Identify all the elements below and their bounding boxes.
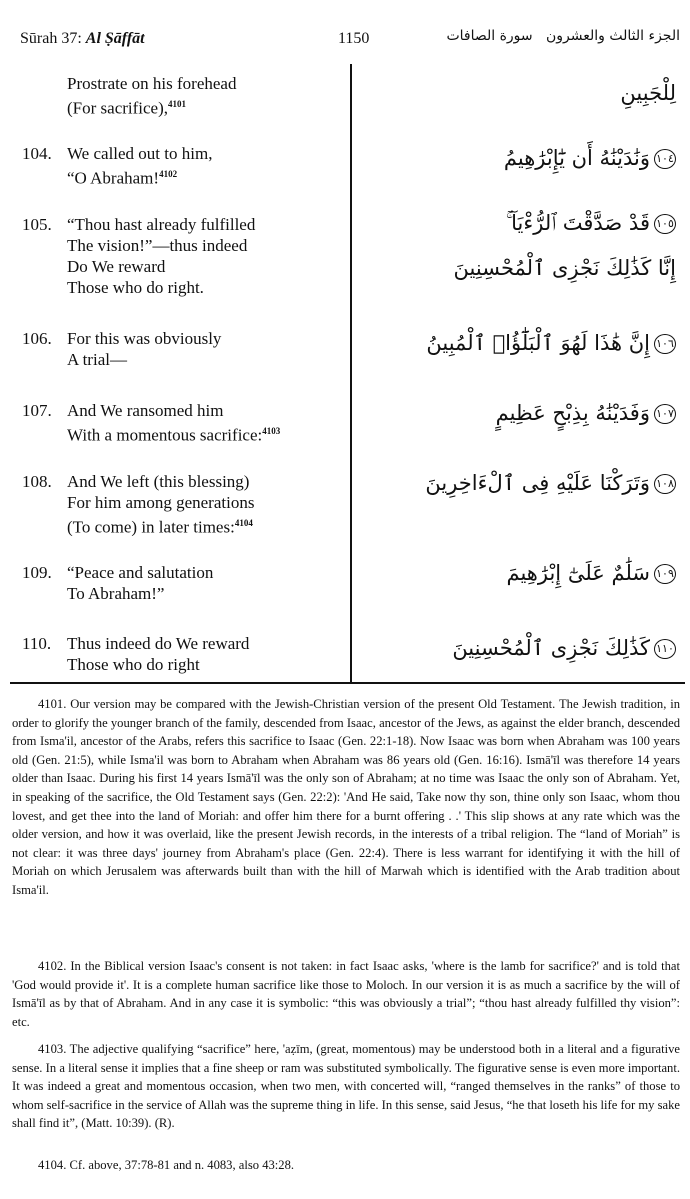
verse-line: We called out to him,: [67, 144, 213, 163]
page-number: 1150: [338, 30, 370, 47]
verse-line: Prostrate on his forehead: [67, 74, 237, 93]
arabic-text: إِنَّ هَٰذَا لَهُوَ ٱلْبَلَٰٓؤُا۟ ٱلْمُبِينُ: [426, 331, 650, 355]
arabic-verse: [452, 630, 676, 666]
verse-line: And We left (this blessing): [67, 472, 250, 491]
verse-number-circle: ١٠٨: [654, 474, 676, 494]
verse-number-circle: ١٠٤: [654, 149, 676, 169]
footnote-4101: [12, 695, 680, 900]
arabic-text: وَفَدَيْنَٰهُ بِذِبْحٍ عَظِيمٍ: [495, 401, 650, 425]
arabic-text: قَدْ صَدَّقْتَ ٱلرُّءْيَآ ۚ: [505, 211, 650, 235]
footnote-text: 4101. Our version may be compared with the Jewish-Christian version of the present Old Testament. The Jewish tradition, in order to glorify the younger branch of the family, descended from Isaac, ancestor of the Jews, as against the elder branch, descended from Isma'il, ancestor of the Arabs, refers this sacrifice to Isaac (Gen. 22:1-18). Now Isaac was born when Abraham was 100 years old (Gen. 21:5), while Isma'il was born to Abraham when Abraham was 86 years old (Gen. 16:16). Ismā'īl was therefore 14 years older than Isaac. During his first 14 years Ismā'īl was the only son of Abraham; at no time was Isaac the only son of Abraham. Yet, in speaking of the sacrifice, the Old Testament says (Gen. 22:2): 'And He said, Take now thy son, thine only son Isaac, whom thou lovest, and get thee into the land of Moriah: and offer him there for a burnt offering . .' This slip shows at any rate which was the older version, and how it was overlaid, like the present Jewish records, in the interests of a tribal religion. The “land of Moriah” is not clear: it was three days' journey from Abraham's place (Gen. 22:4). There is less warrant for identifying it with the hill of Moriah on which Jerusalem was afterwards built than with the hill of Marwah which is identified with the Arab tradition about Isma'il.: [12, 697, 680, 897]
verse-number-circle: ١٠٧: [654, 404, 676, 424]
verse-line: Those who do right: [67, 655, 200, 674]
footnote-4102: [12, 957, 680, 1031]
verse-number-circle: ١٠٩: [654, 564, 676, 584]
surah-title: [20, 30, 145, 48]
footnote-ref[interactable]: 4101: [168, 99, 187, 109]
verse-line: Do We reward: [67, 257, 166, 276]
footnote-text: 4103. The adjective qualifying “sacrifice” here, 'aẓīm, (great, momentous) may be understood both in a literal and a figurative sense. In a literal sense it implies that a fine sheep or ram was substituted symbolically. The figurative sense is even more important. It was indeed a great and momentous occasion, when two men, with concerted will, “ranged themselves in the ranks” of those to whom self-sacrifice in the service of Allah was the supreme thing in life. In this sense, said Jesus, “he that loseth his life for my sake shall find it”, (Matt. 10:39). (R).: [12, 1042, 680, 1131]
footnote-ref[interactable]: 4102: [159, 169, 178, 179]
arabic-verse: [504, 140, 676, 176]
verse-line: “O Abraham!$^{4102}$: [67, 168, 178, 188]
footnote-divider: [10, 682, 685, 684]
footnote-ref[interactable]: 4103: [262, 426, 281, 436]
verse-line: For this was obviously: [67, 329, 222, 348]
verse-line: “Peace and salutation: [67, 563, 214, 582]
arabic-verse: [620, 75, 676, 111]
footnote-text: 4102. In the Biblical version Isaac's consent is not taken: in fact Isaac asks, 'where is the lamb for sacrifice?' and is told that 'God would provide it'. It is a complete human sacrifice like those to Moloch. In our version it is as much a sacrifice by the will of Ismā'īl as by that of Abraham. And in any case it is symbolic: “this was obviously a trial”; “thou hast already fulfilled thy vision”: etc.: [12, 959, 680, 1029]
verse-line: For him among generations: [67, 493, 255, 512]
footnote-ref[interactable]: 4104: [234, 518, 253, 528]
verse-110.: [22, 633, 249, 675]
verse-104.: [22, 143, 212, 189]
verse-number: 106.: [22, 329, 52, 348]
verse-line: Those who do right.: [67, 278, 204, 297]
arabic-text: وَتَرَكْنَا عَلَيْهِ فِى ٱلْءَاخِرِينَ: [425, 471, 650, 495]
verse-number: 110.: [22, 634, 52, 653]
verse-line: The vision!”—thus indeed: [67, 236, 248, 255]
verse-number: 105.: [22, 215, 52, 234]
verse-line: With a momentous sacrifice:$^{4103}$: [67, 425, 281, 445]
column-divider: [350, 64, 352, 682]
verse-line: (To come) in later times:$^{4104}$: [67, 517, 253, 537]
arabic-juz: الجزء الثالث والعشرون: [546, 28, 680, 44]
arabic-verse-continued: [454, 250, 676, 286]
verse-number-circle: ١٠٥: [654, 214, 676, 234]
verse-line: (For sacrifice),$^{4101}$: [67, 98, 187, 118]
verse-line: “Thou hast already fulfilled: [67, 215, 256, 234]
arabic-verse: [425, 465, 676, 501]
surah-label: Sūrah 37:: [20, 30, 86, 47]
arabic-verse: [426, 325, 676, 361]
arabic-verse: [496, 395, 676, 431]
verse-103: [22, 73, 236, 119]
arabic-header: [446, 28, 680, 44]
verse-line: Thus indeed do We reward: [67, 634, 250, 653]
arabic-surah: سورة الصافات: [446, 28, 533, 44]
verse-106.: [22, 328, 221, 370]
verse-108.: [22, 471, 254, 538]
arabic-verse: [506, 205, 676, 241]
verse-number: 109.: [22, 563, 52, 582]
verse-number-circle: ١١٠: [654, 639, 676, 659]
verse-109.: [22, 562, 213, 604]
surah-name: Al Ṣāffāt: [85, 30, 145, 47]
arabic-verse: [506, 555, 676, 591]
arabic-text: إِنَّا كَذَٰلِكَ نَجْزِى ٱلْمُحْسِنِينَ: [453, 256, 676, 280]
verse-line: To Abraham!”: [67, 584, 165, 603]
verse-number: 107.: [22, 401, 52, 420]
verse-105.: [22, 214, 255, 298]
footnote-4103: [12, 1040, 680, 1133]
footnote-4104: [12, 1156, 680, 1175]
arabic-text: سَلَٰمٌ عَلَىٰٓ إِبْرَٰهِيمَ: [506, 561, 650, 585]
verse-107.: [22, 400, 280, 446]
verse-number-circle: ١٠٦: [654, 334, 676, 354]
verse-line: And We ransomed him: [67, 401, 224, 420]
arabic-text: لِلْجَبِينِ: [620, 81, 676, 105]
arabic-text: كَذَٰلِكَ نَجْزِى ٱلْمُحْسِنِينَ: [452, 636, 650, 660]
arabic-text: وَنَٰدَيْنَٰهُ أَن يَٰٓإِبْرَٰهِيمُ: [503, 146, 650, 170]
verse-number: 108.: [22, 472, 52, 491]
footnote-text: 4104. Cf. above, 37:78-81 and n. 4083, also 43:28.: [38, 1158, 295, 1172]
verse-number: 104.: [22, 144, 52, 163]
verse-line: A trial—: [67, 350, 127, 369]
